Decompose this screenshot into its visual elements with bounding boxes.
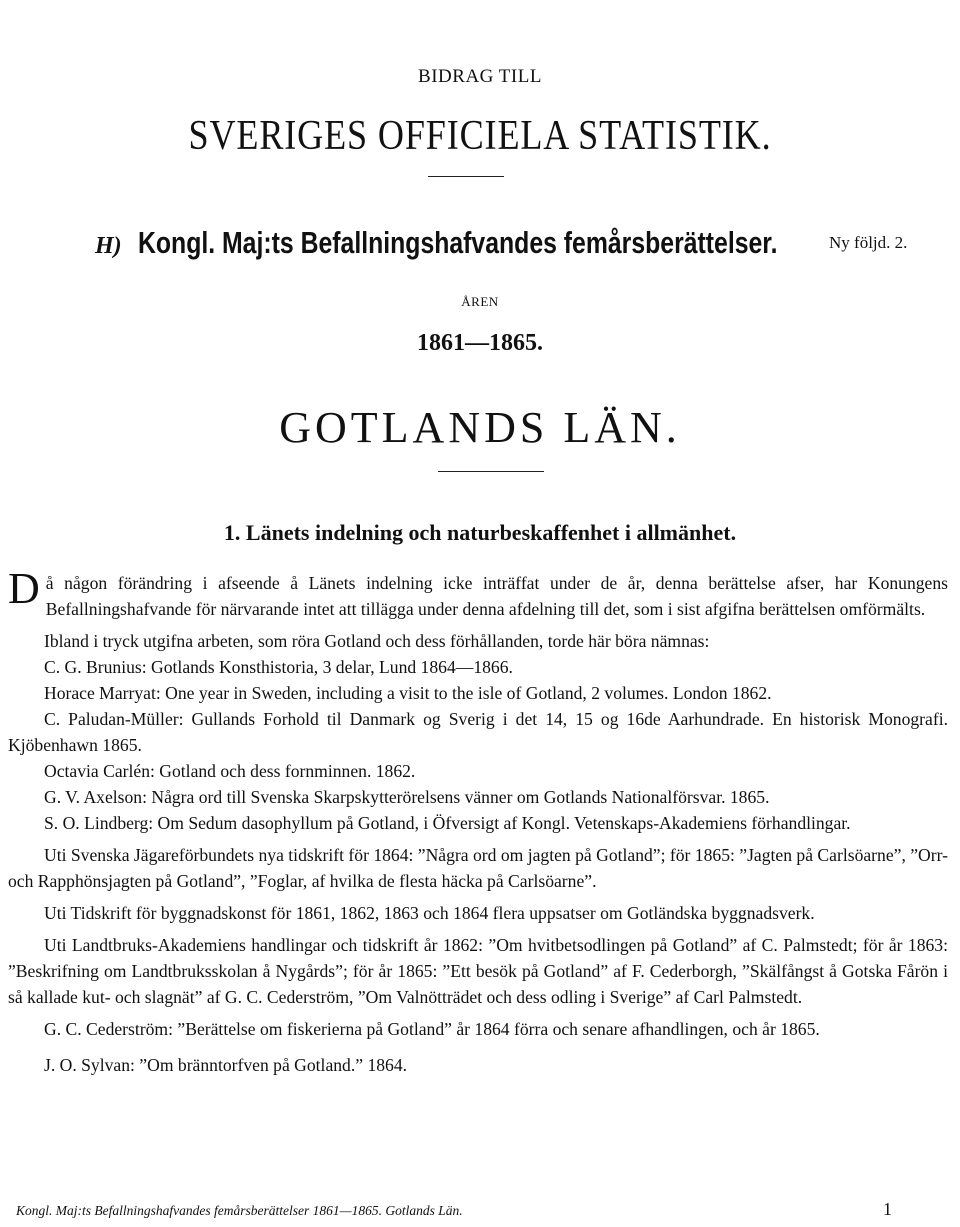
series-prefix: BIDRAG TILL (418, 66, 542, 87)
paragraph: Uti Svenska Jägareförbundets nya tidskrift för 1864: ”Några ord om jagten på Gotland”; för 1865: ”Jagten på Carlsöarne”, ”Orr- och Rapphönsjagten på Gotland”, ”Foglar, af hvilka de flesta häcka på Carlsöarne”. (8, 845, 948, 891)
footer-reference: Kongl. Maj:ts Befallningshafvandes femårsberättelser 1861—1865. Gotlands Län. (16, 1203, 463, 1218)
years-range: 1861—1865. (417, 330, 543, 356)
paragraph (8, 564, 948, 622)
subtitle-main: Kongl. Maj:ts Befallningshafvandes femårsberättelser. (137, 225, 778, 260)
subtitle-number: H) (95, 233, 122, 259)
paragraph: Uti Tidskrift för byggnadskonst för 1861, 1862, 1863 och 1864 flera uppsatser om Gotländska byggnadsverk. (44, 903, 815, 923)
page-number: 1 (883, 1199, 892, 1219)
paragraph: S. O. Lindberg: Om Sedum dasophyllum på Gotland, i Öfversigt af Kongl. Vetenskaps-Akademiens förhandlingar. (44, 813, 851, 833)
body-text (8, 564, 948, 1078)
paragraph: G. V. Axelson: Några ord till Svenska Skarpskytterörelsens vänner om Gotlands Nationalförsvar. 1865. (44, 787, 770, 807)
divider (428, 176, 504, 177)
years-label: ÅREN (461, 294, 499, 309)
paragraph-text: å någon förändring i afseende å Länets indelning icke inträffat under de år, denna berättelse afser, har Konungens Befallningshafvande för närvarande intet att tillägga under denna afdelning till det, som i sist afgifna berättelsen omförmälts. (45, 573, 948, 619)
paragraph: Uti Landtbruks-Akademiens handlingar och tidskrift år 1862: ”Om hvitbetsodlingen på Gotland” af C. Palmstedt; för år 1863: ”Beskrifning om Landtbruksskolan å Nygårds”; för år 1865: ”Ett besök på Gotland” af F. Cederborgh, ”Skälfångst å Gotska Fårön i så kallade kut- och slagnät” af G. C. Cederström, ”Om Valnötträdet och dess odling i Sverige” af Carl Palmstedt. (8, 935, 948, 1007)
page-footer (8, 1199, 948, 1223)
publication-subtitle (95, 225, 945, 261)
divider (438, 471, 544, 472)
paragraph: G. C. Cederström: ”Berättelse om fiskerierna på Gotland” år 1864 förra och senare afhandlingen, och år 1865. (44, 1019, 820, 1039)
county-title: GOTLANDS LÄN. (279, 403, 681, 452)
drop-cap: D (8, 564, 40, 613)
paragraph: C. G. Brunius: Gotlands Konsthistoria, 3 delar, Lund 1864—1866. (44, 657, 513, 677)
section-heading: 1. Länets indelning och naturbeskaffenhet i allmänhet. (223, 520, 737, 545)
paragraph: Ibland i tryck utgifna arbeten, som röra Gotland och dess förhållanden, torde här böra nämnas: (44, 631, 710, 651)
subtitle-series: Ny följd. 2. (829, 233, 908, 252)
paragraph: Horace Marryat: One year in Sweden, including a visit to the isle of Gotland, 2 volumes. London 1862. (44, 683, 772, 703)
paragraph: Octavia Carlén: Gotland och dess fornminnen. 1862. (44, 761, 416, 781)
series-title: SVERIGES OFFICIELA STATISTIK. (188, 113, 772, 159)
paragraph: J. O. Sylvan: ”Om bränntorfven på Gotland.” 1864. (44, 1055, 408, 1075)
paragraph: C. Paludan-Müller: Gullands Forhold til Danmark og Sverig i det 14, 15 og 16de Aarhundrade. En historisk Monografi. Kjöbenhawn 1865. (8, 709, 948, 755)
